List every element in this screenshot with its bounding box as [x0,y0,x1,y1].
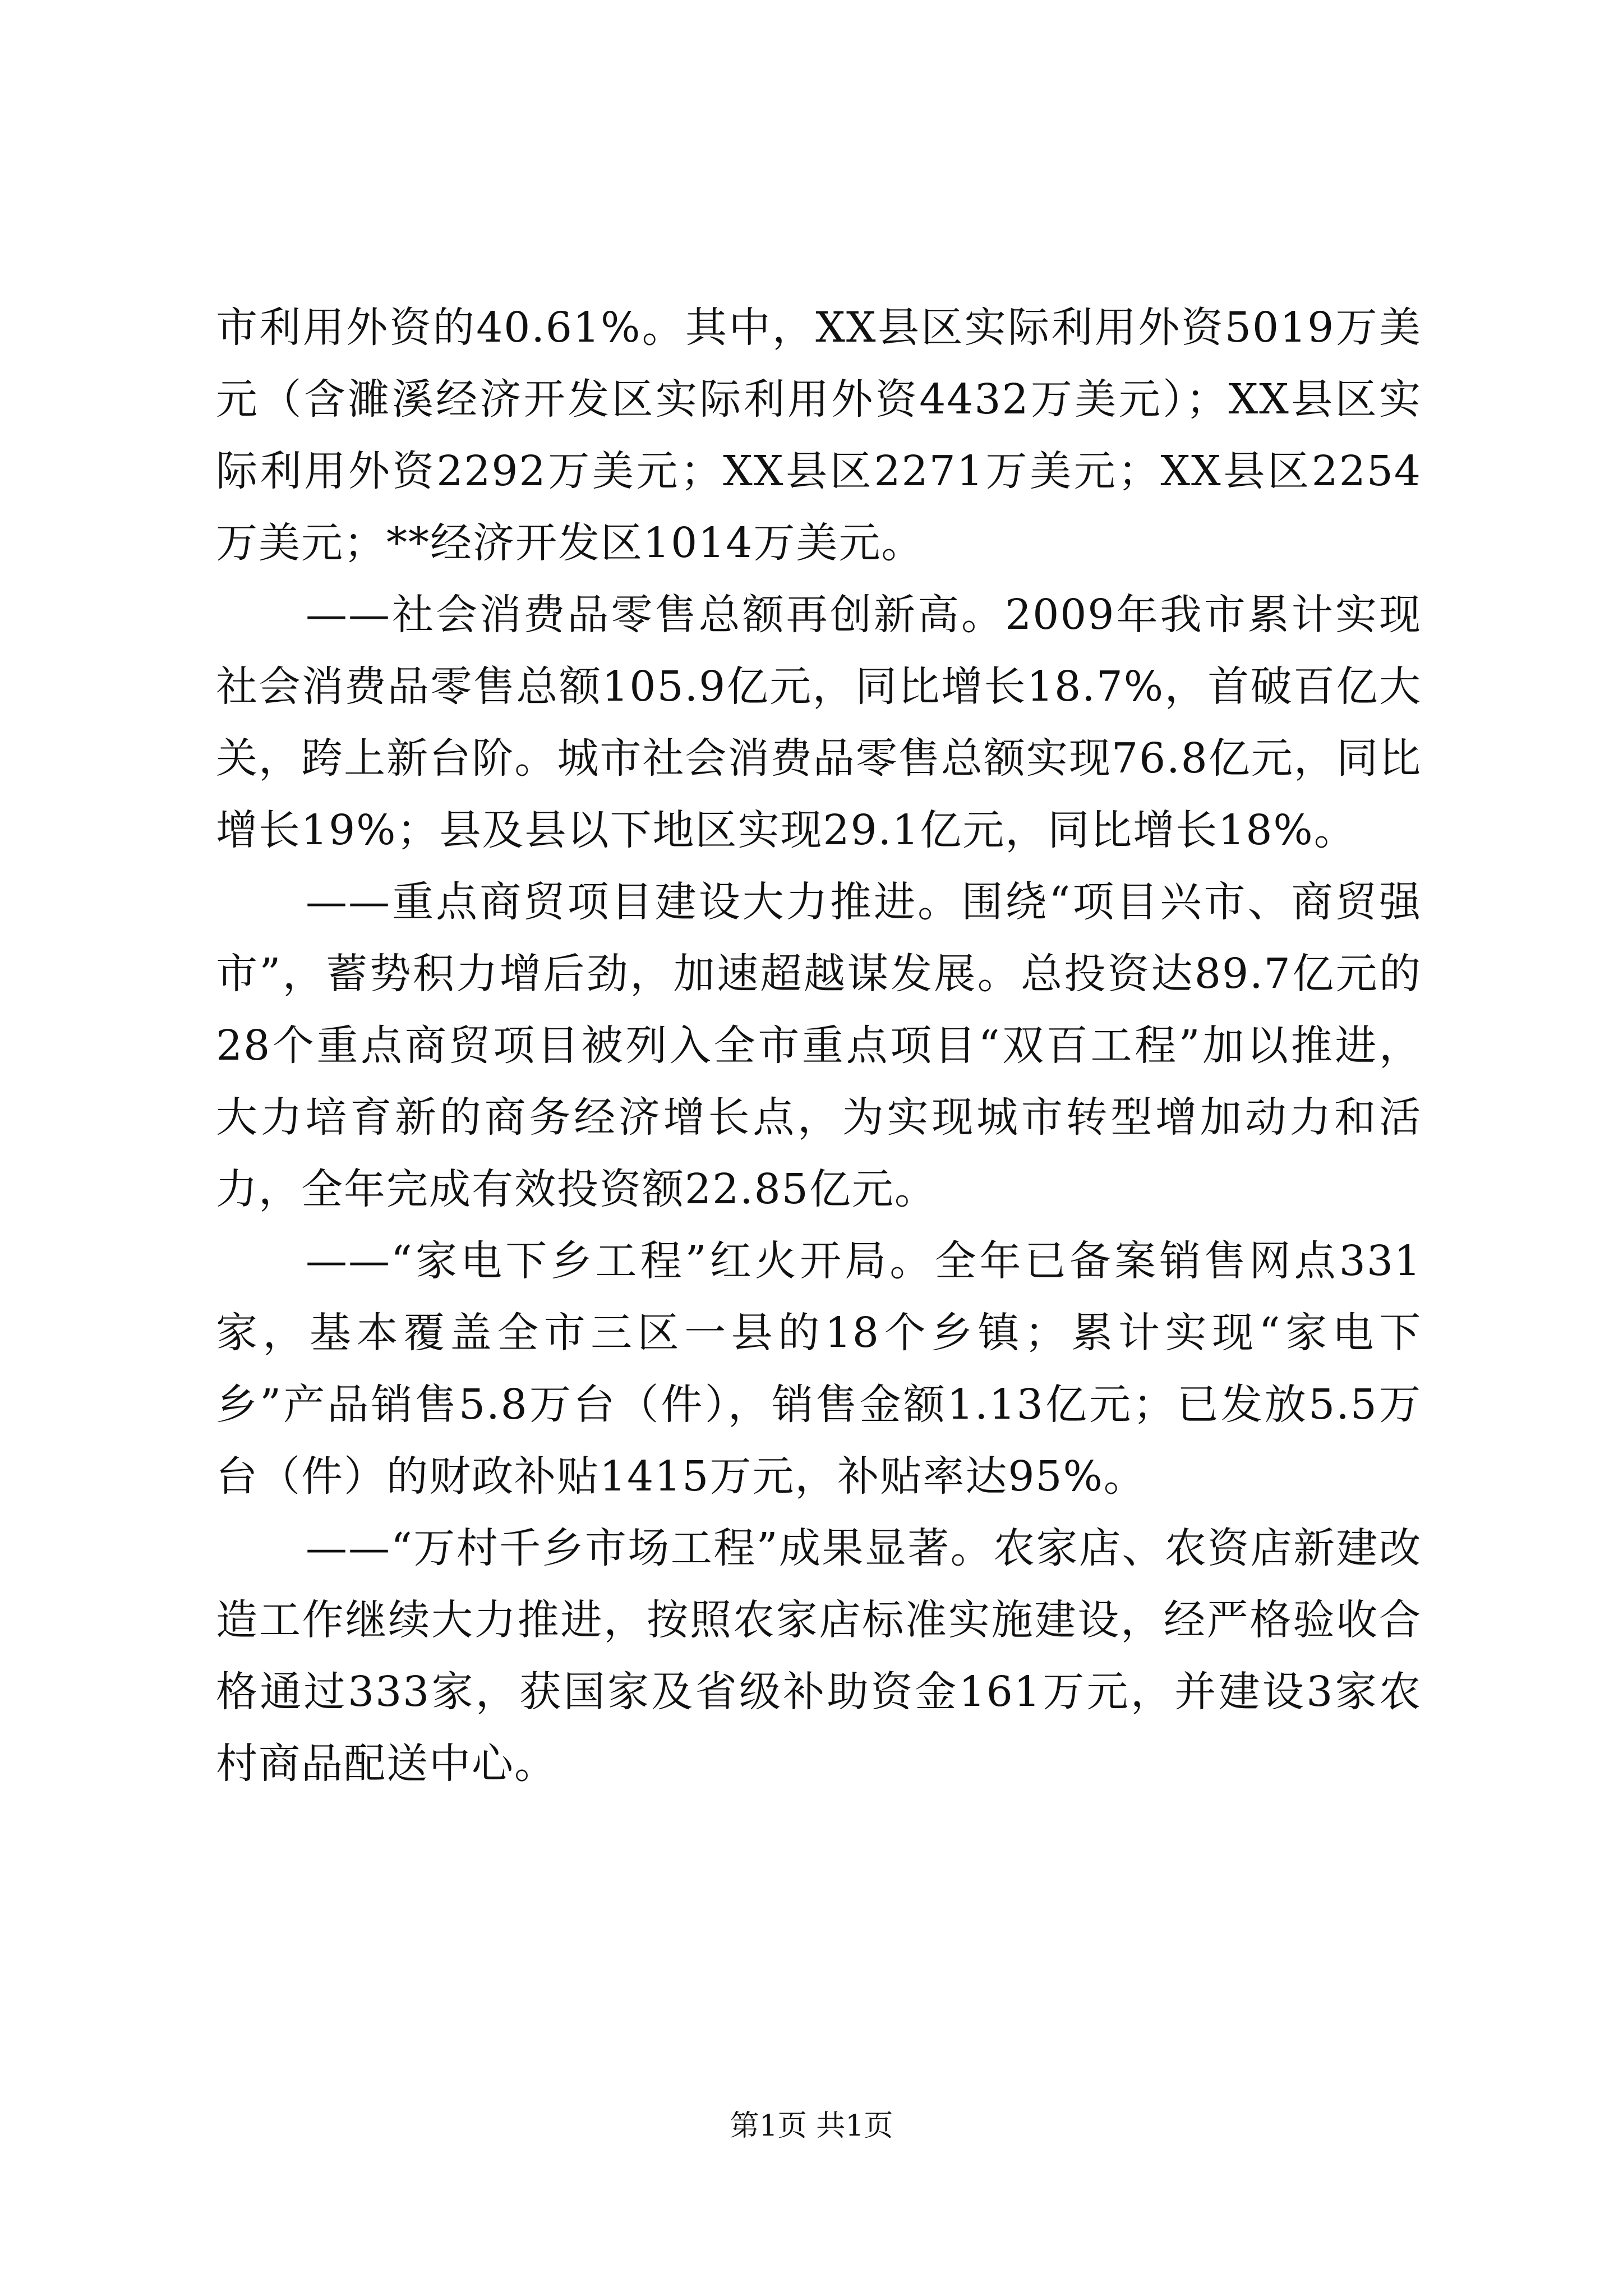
paragraph-commerce-projects: ——重点商贸项目建设大力推进。围绕“项目兴市、商贸强市”，蓄势积力增后劲，加速超越谋发展。总投资达89.7亿元的28个重点商贸项目被列入全市重点项目“双百工程”加以推进，大力培育新的商务经济增长点，为实现城市转型增加动力和活力，全年完成有效投资额22.85亿元。 [216,878,1422,1213]
paragraph-retail-sales: ——社会消费品零售总额再创新高。2009年我市累计实现社会消费品零售总额105.9亿元，同比增长18.7%，首破百亿大关，跨上新台阶。城市社会消费品零售总额实现76.8亿元，同比增长19%；县及县以下地区实现29.1亿元，同比增长18%。 [216,591,1422,854]
paragraph-foreign-investment: 市利用外资的40.61%。其中，XX县区实际利用外资5019万美元（含濉溪经济开发区实际利用外资4432万美元）；XX县区实际利用外资2292万美元；XX县区2271万美元；XX县区2254万美元；**经济开发区1014万美元。 [216,303,1422,567]
page-footer: 第1页 共1页 [730,2109,893,2143]
document-body [216,292,1422,1800]
paragraph-village-market-project: ——“万村千乡市场工程”成果显著。农家店、农资店新建改造工作继续大力推进，按照农家店标准实施建设，经严格验收合格通过333家，获国家及省级补助资金161万元，并建设3家农村商品配送中心。 [216,1524,1422,1788]
paragraph-appliances-countryside: ——“家电下乡工程”红火开局。全年已备案销售网点331家，基本覆盖全市三区一县的18个乡镇；累计实现“家电下乡”产品销售5.8万台（件），销售金额1.13亿元；已发放5.5万台（件）的财政补贴1415万元，补贴率达95%。 [216,1237,1422,1501]
